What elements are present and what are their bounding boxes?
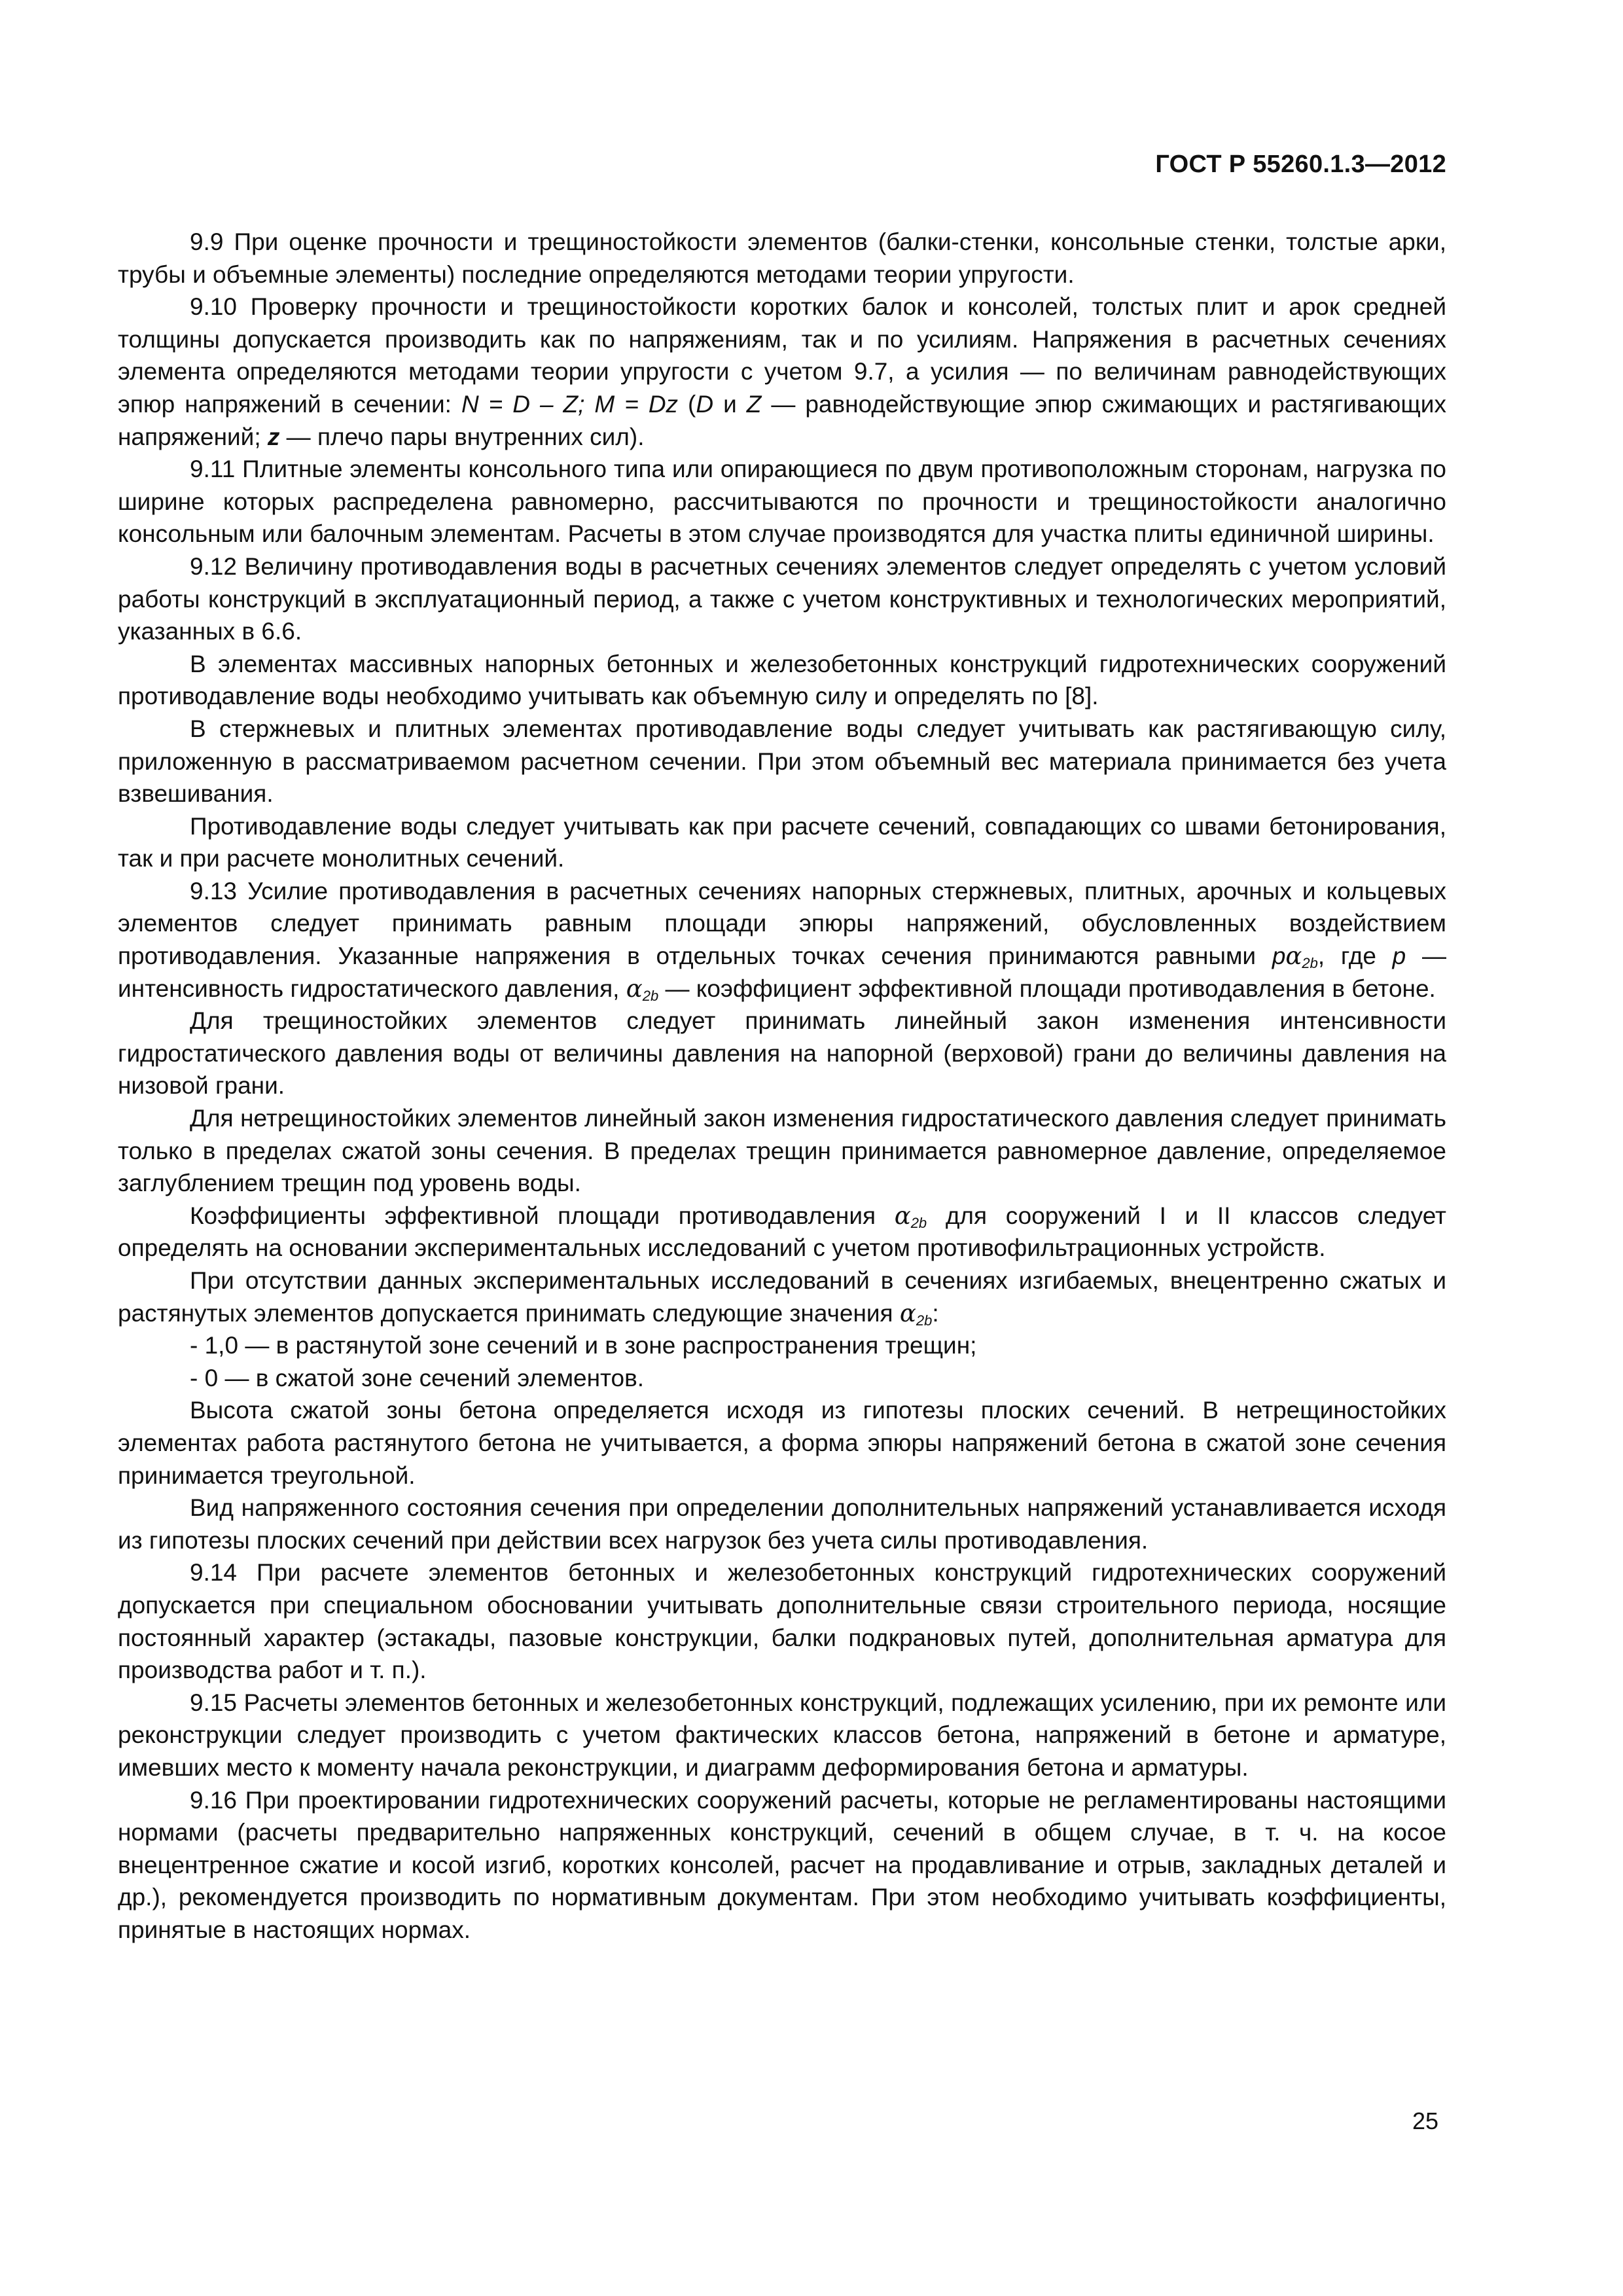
text: — плечо пары внутренних сил). [279,423,645,450]
symbol-z: z [267,423,280,450]
symbol-Z: Z [746,390,762,418]
document-header: ГОСТ Р 55260.1.3—2012 [1155,151,1446,178]
paragraph-9-11: 9.11 Плитные элементы консольного типа или опирающиеся по двум противоположным сторонам, нагрузка по ширине которых распределена равномерно, рассчитываются по прочности и трещиностойкости аналогично консольным или балочным элементам. Расчеты в этом случае производятся для участка плиты единичной ширины. [118,456,1446,548]
paragraph-9-14: 9.14 При расчете элементов бетонных и железобетонных конструкций гидротехнических сооружений допускается при специальном обосновании учитывать дополнительные связи строительного периода, носящие постоянный характер (эстакады, пазовые конструкции, балки подкрановых путей, дополнительная арматура для производства работ и т. п.). [118,1559,1446,1684]
text: Коэффициенты эффективной площади противодавления [190,1202,895,1229]
list-item: - 0 — в сжатой зоне сечений элементов. [190,1364,645,1391]
text: — интенсивность гидростатического давления, [118,942,1446,1002]
paragraph-compressed-zone: Высота сжатой зоны бетона определяется исходя из гипотезы плоских сечений. В нетрещиностойких элементах работа растянутого бетона не учитывается, а форма эпюры напряжений бетона в сжатой зоне сечения принимается треугольной. [118,1397,1446,1489]
paragraph-crack-resistant: Для трещиностойких элементов следует принимать линейный закон изменения интенсивности гидростатического давления воды от величины давления на напорной (верховой) грани до величины давления на низовой грани. [118,1007,1446,1100]
symbol-p: p [1272,942,1286,970]
text: 9.10 Проверку прочности и трещиностойкости коротких балок и консолей, толстых плит и арок средней толщины допускается производить как по напряжениям, так и по усилиям. Напряжения в расчетных сечениях элемента определяются методами теории упругости с учетом 9.7, а усилия — по величинам равнодействующих эпюр напряжений в сечении: [118,293,1446,418]
paragraph-no-data [118,1265,1446,1329]
subscript: 2b [910,1214,927,1231]
page-number: 25 [1412,2108,1438,2134]
symbol-alpha: α [894,1201,911,1230]
list-item: - 1,0 — в растянутой зоне сечений и в зоне распространения трещин; [190,1332,977,1359]
paragraph-rod-elements: В стержневых и плитных элементах противодавление воды следует учитывать как растягивающую силу, приложенную в рассматриваемом расчетном сечении. При этом объемный вес материала принимается без учета взвешивания. [118,715,1446,808]
formula: N = D – Z; M = Dz [461,390,679,418]
document-body [118,226,1446,1946]
paragraph-9-13 [118,875,1446,1005]
text: и [713,390,747,418]
subscript: 2b [916,1312,933,1329]
text: , где [1317,942,1393,970]
paragraph-9-16: 9.16 При проектировании гидротехнических сооружений расчеты, которые не регламентированы настоящими нормами (расчеты предварительно напряженных конструкций, сечений в общем случае, в т. ч. на косое внецентренное сжатие и косой изгиб, коротких консолей, расчет на продавливание и отрыв, закладных деталей и др.), рекомендуется производить по нормативным документам. При этом необходимо учитывать коэффициенты, принятые в настоящих нормах. [118,1786,1446,1943]
symbol-alpha: α [899,1299,916,1327]
subscript: 2b [1302,955,1318,972]
paragraph-stress-state: Вид напряженного состояния сечения при определении дополнительных напряжений устанавливается исходя из гипотезы плоских сечений при действии всех нагрузок без учета силы противодавления. [118,1494,1446,1554]
text: — коэффициент эффективной площади противодавления в бетоне. [658,975,1436,1002]
symbol-alpha: α [626,974,643,1003]
text: ( [678,390,696,418]
text: 9.13 Усилие противодавления в расчетных сечениях напорных стержневых, плитных, арочных и кольцевых элементов следует принимать равным площади эпюры напряжений, обусловленных воздействием противодавления. Указанные напряжения в отдельных точках сечения принимаются равными [118,877,1446,970]
paragraph-9-9: 9.9 При оценке прочности и трещиностойкости элементов (балки-стенки, консольные стенки, толстые арки, трубы и объемные элементы) последние определяются методами теории упругости. [118,228,1446,288]
paragraph-9-15: 9.15 Расчеты элементов бетонных и железобетонных конструкций, подлежащих усилению, при их ремонте или реконструкции следует производить с учетом фактических классов бетона, напряжений в бетоне и арматуре, имевших место к моменту начала реконструкции, и диаграмм деформирования бетона и арматуры. [118,1689,1446,1781]
text: При отсутствии данных экспериментальных исследований в сечениях изгибаемых, внецентренно сжатых и растянутых элементов допускается принимать следующие значения [118,1267,1446,1327]
text: для сооружений I и II классов следует определять на основании экспериментальных исследований с учетом противофильтрационных устройств. [118,1202,1447,1262]
subscript: 2b [642,987,659,1004]
paragraph-coefficients [118,1200,1446,1265]
paragraph-massive-elements: В элементах массивных напорных бетонных и железобетонных конструкций гидротехнических сооружений противодавление воды необходимо учитывать как объемную силу и определять по [8]. [118,650,1446,710]
text: — равнодействующие эпюр сжимающих и растягивающих напряжений; [118,390,1446,450]
paragraph-non-crack-resistant: Для нетрещиностойких элементов линейный закон изменения гидростатического давления следует принимать только в пределах сжатой зоны сечения. В пределах трещин принимается равномерное давление, определяемое заглублением трещин под уровень воды. [118,1105,1446,1197]
symbol-alpha: α [1285,942,1302,971]
paragraph-9-10 [118,291,1446,453]
text: : [932,1299,939,1327]
paragraph-concreting-joints: Противодавление воды следует учитывать как при расчете сечений, совпадающих со швами бетонирования, так и при расчете монолитных сечений. [118,812,1446,872]
symbol-D: D [696,390,714,418]
symbol-p: p [1392,942,1406,970]
paragraph-9-12: 9.12 Величину противодавления воды в расчетных сечениях элементов следует определять с учетом условий работы конструкций в эксплуатационный период, а также с учетом конструктивных и технологических мероприятий, указанных в 6.6. [118,552,1446,645]
